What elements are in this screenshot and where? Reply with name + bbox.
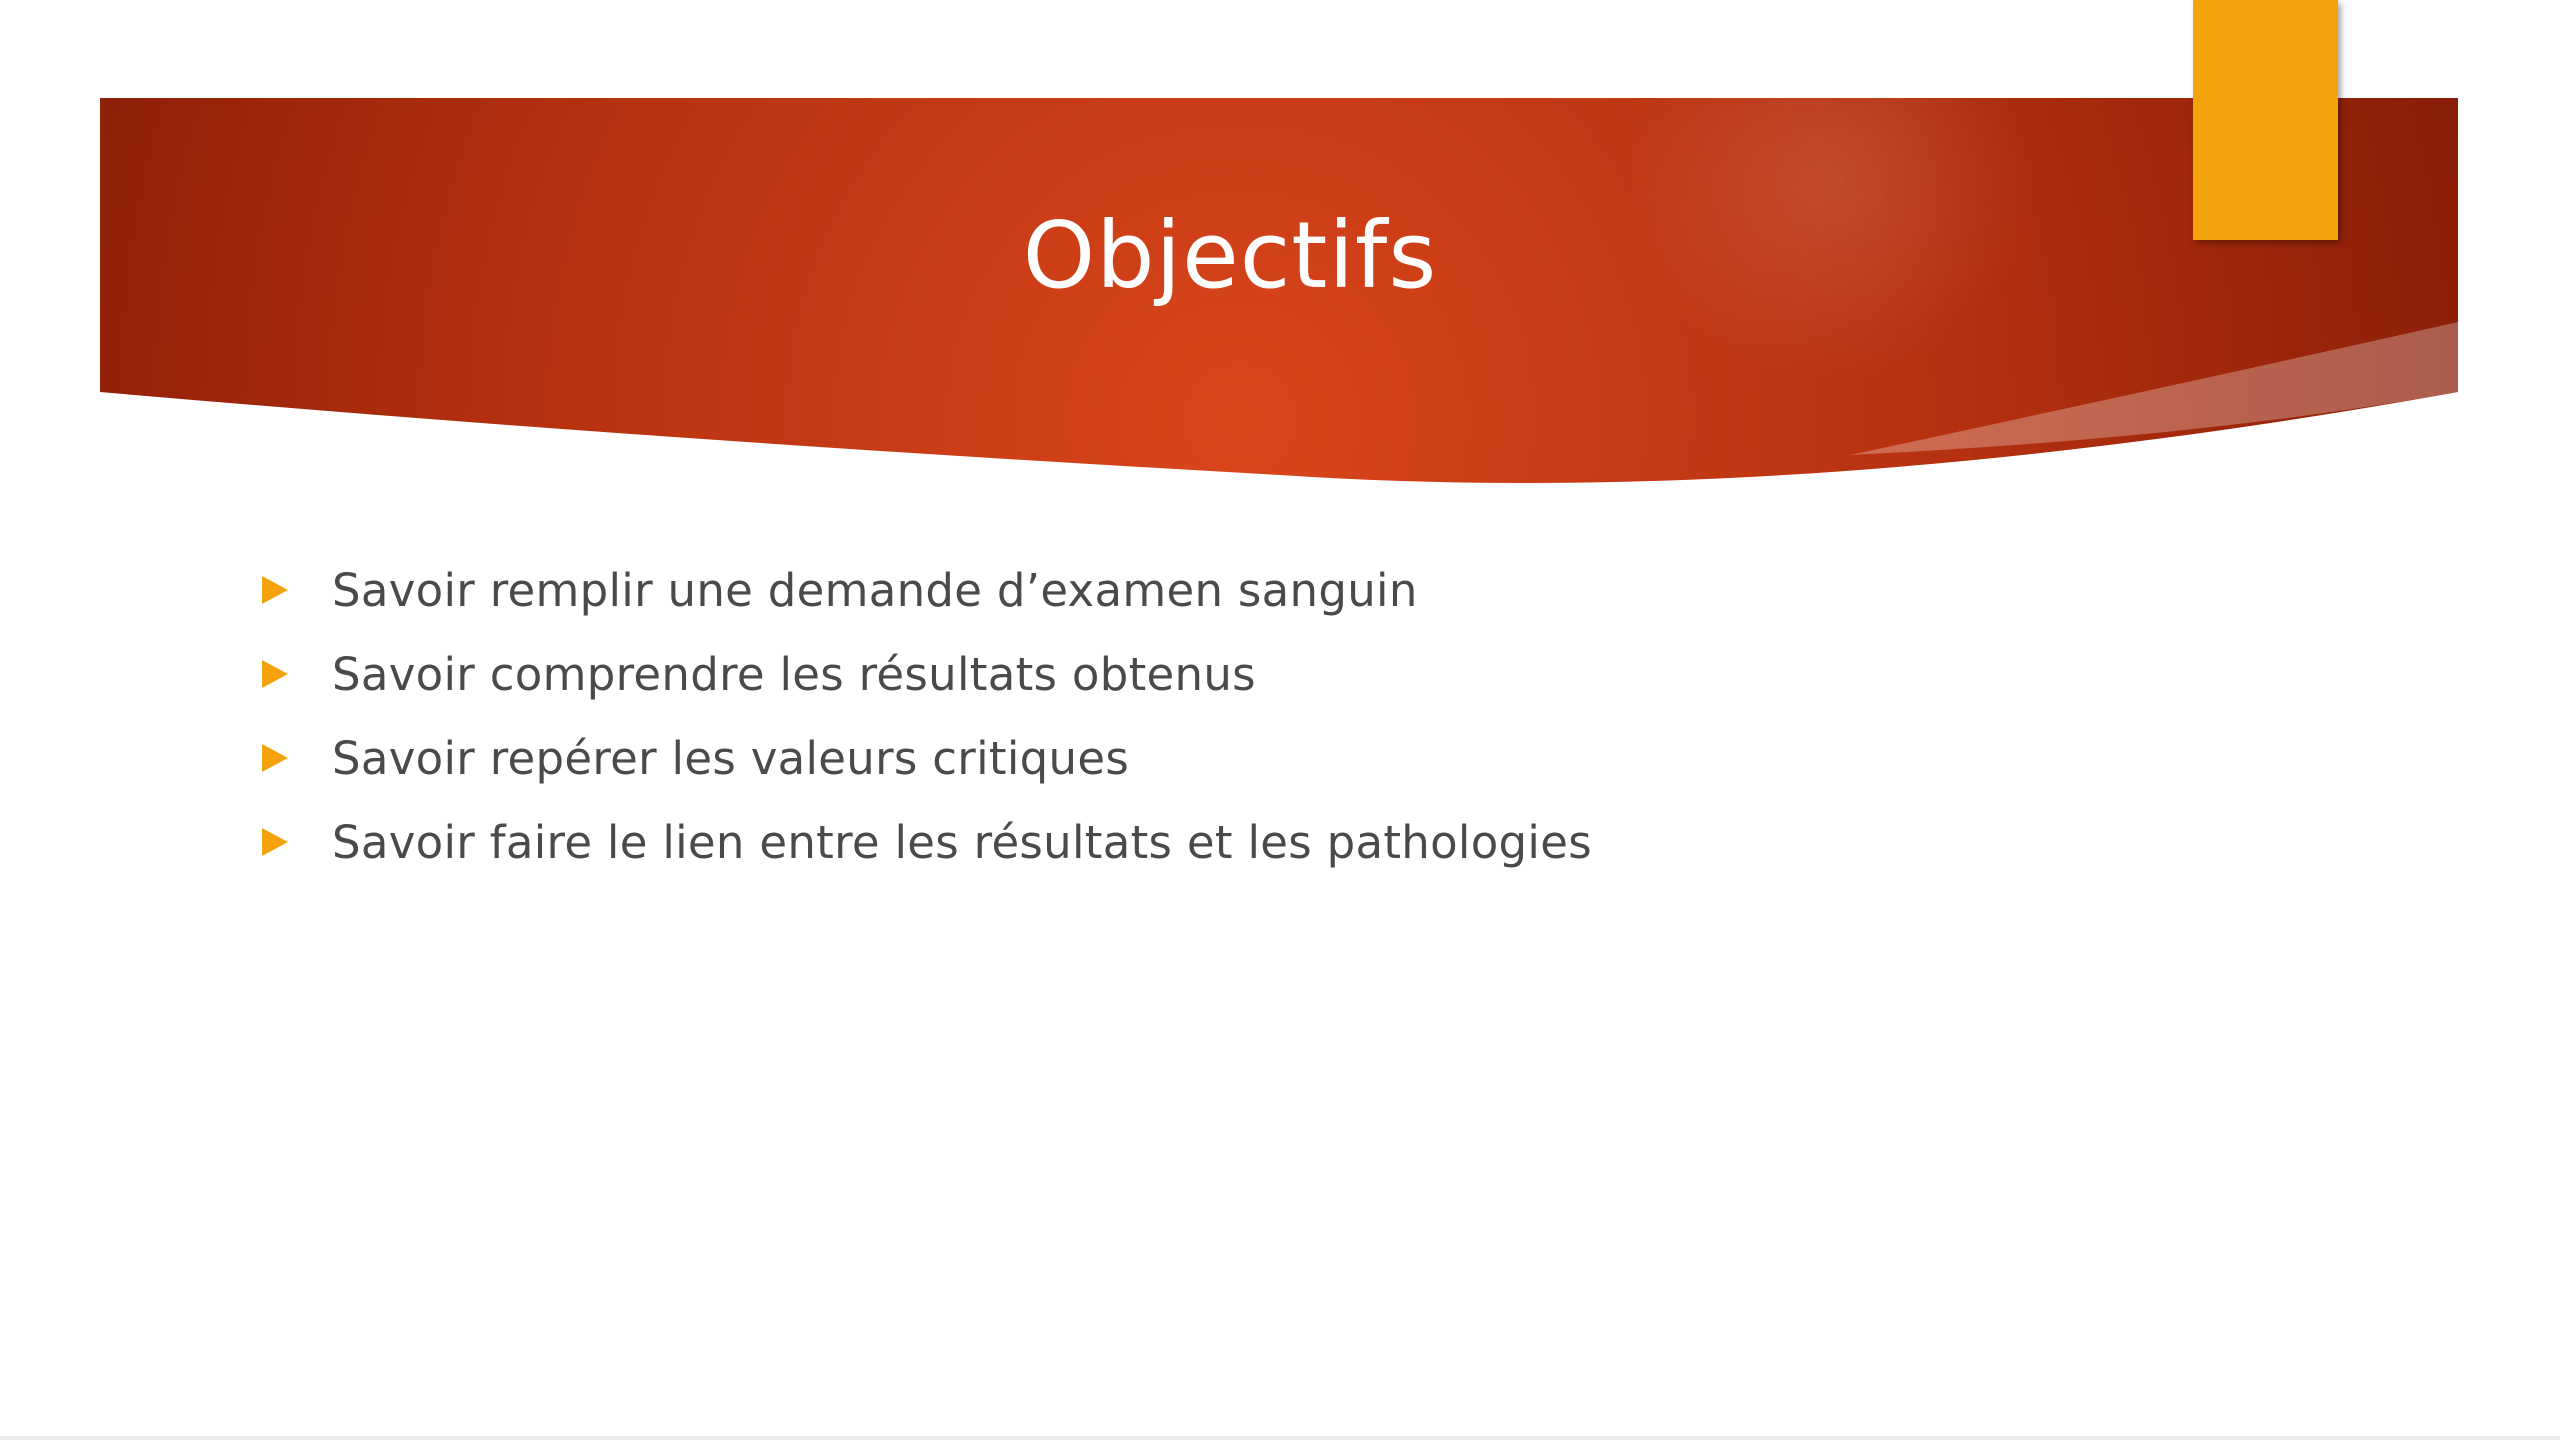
- triangle-right-icon: [262, 660, 288, 688]
- slide-title: Objectifs: [1022, 202, 1438, 309]
- slide-bottom-divider: [0, 1436, 2560, 1440]
- bullet-list: [262, 548, 1592, 884]
- accent-tab: [2193, 0, 2338, 240]
- list-item: [262, 632, 1592, 716]
- list-item: [262, 800, 1592, 884]
- triangle-right-icon: [262, 744, 288, 772]
- triangle-right-icon: [262, 828, 288, 856]
- list-item: [262, 716, 1592, 800]
- triangle-right-icon: [262, 576, 288, 604]
- bullet-text: Savoir faire le lien entre les résultats et les pathologies: [332, 815, 1592, 869]
- bullet-text: Savoir repérer les valeurs critiques: [332, 731, 1130, 785]
- bullet-text: Savoir remplir une demande d’examen sanguin: [332, 563, 1418, 617]
- list-item: [262, 548, 1592, 632]
- bullet-text: Savoir comprendre les résultats obtenus: [332, 647, 1256, 701]
